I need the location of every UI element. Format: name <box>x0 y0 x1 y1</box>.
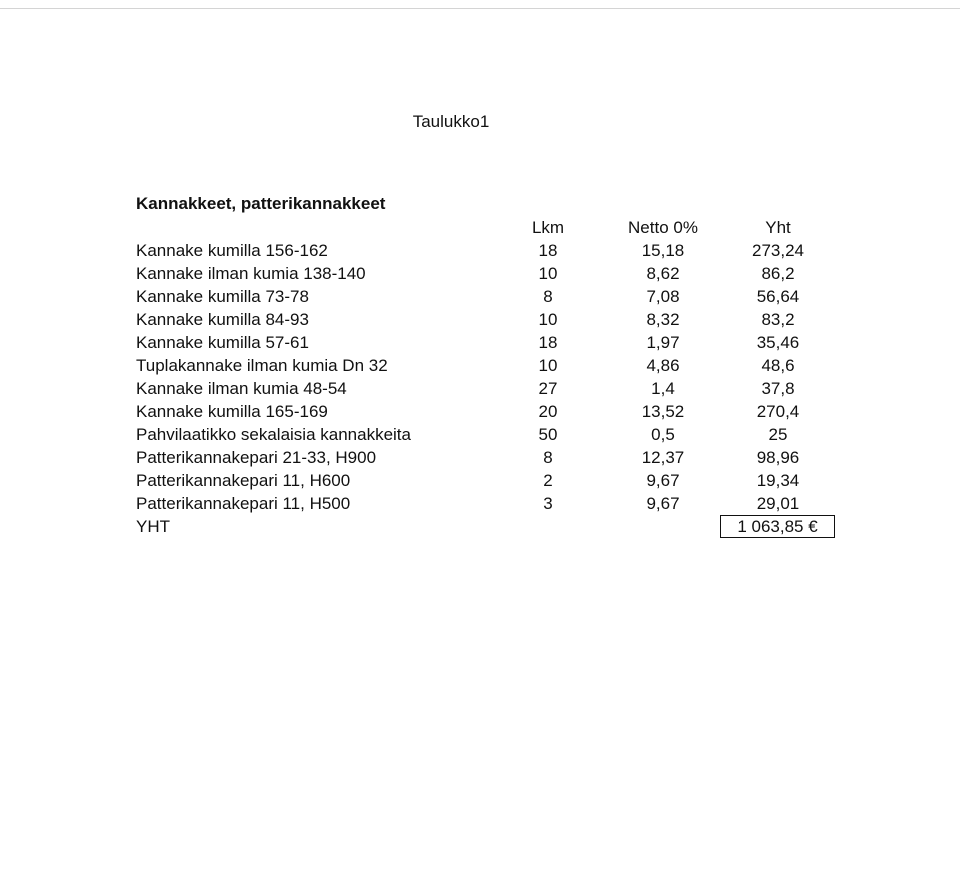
page-top-border <box>0 8 960 9</box>
table-row <box>136 377 836 400</box>
table-row <box>136 308 836 331</box>
row-name: Kannake kumilla 73-78 <box>136 287 309 306</box>
row-net: 15,18 <box>641 241 685 260</box>
row-total: 37,8 <box>761 379 795 398</box>
row-net: 13,52 <box>641 402 685 421</box>
row-total: 25 <box>768 425 788 444</box>
table-row <box>136 400 836 423</box>
row-total: 56,64 <box>756 287 800 306</box>
row-name: Kannake kumilla 84-93 <box>136 310 309 329</box>
row-name: Kannake ilman kumia 138-140 <box>136 264 366 283</box>
table-row <box>136 331 836 354</box>
row-qty: 50 <box>538 425 558 444</box>
row-net: 7,08 <box>646 287 680 306</box>
row-total: 29,01 <box>756 494 800 513</box>
row-name: Tuplakannake ilman kumia Dn 32 <box>136 356 388 375</box>
row-qty: 10 <box>538 310 558 329</box>
table-row <box>136 423 836 446</box>
column-header-qty: Lkm <box>531 218 565 237</box>
row-qty: 18 <box>538 333 558 352</box>
column-header-total: Yht <box>765 218 791 237</box>
row-total: 98,96 <box>756 448 800 467</box>
row-net: 8,62 <box>646 264 680 283</box>
row-qty: 2 <box>543 471 553 490</box>
row-total: 19,34 <box>756 471 800 490</box>
row-net: 4,86 <box>646 356 680 375</box>
price-table <box>136 216 836 538</box>
row-qty: 20 <box>538 402 558 421</box>
row-qty: 10 <box>538 356 558 375</box>
column-header-net: Netto 0% <box>628 218 698 237</box>
row-total: 273,24 <box>752 241 804 260</box>
section-heading: Kannakkeet, patterikannakkeet <box>136 194 386 213</box>
row-name: Patterikannakepari 11, H600 <box>136 471 351 490</box>
row-total: 86,2 <box>761 264 795 283</box>
row-qty: 18 <box>538 241 558 260</box>
row-net: 9,67 <box>646 471 680 490</box>
row-qty: 10 <box>538 264 558 283</box>
row-total: 48,6 <box>761 356 795 375</box>
row-qty: 27 <box>538 379 558 398</box>
row-net: 1,4 <box>651 379 675 398</box>
table-row <box>136 446 836 469</box>
row-name: Kannake kumilla 57-61 <box>136 333 309 352</box>
table-row <box>136 239 836 262</box>
row-name: Kannake kumilla 165-169 <box>136 402 328 421</box>
sheet-title: Taulukko1 <box>412 112 490 131</box>
row-name: Patterikannakepari 21-33, H900 <box>136 448 377 467</box>
row-name: Patterikannakepari 11, H500 <box>136 494 351 513</box>
row-name: Kannake kumilla 156-162 <box>136 241 328 260</box>
row-total: 83,2 <box>761 310 795 329</box>
row-net: 9,67 <box>646 494 680 513</box>
row-qty: 8 <box>543 448 553 467</box>
table-row <box>136 285 836 308</box>
row-net: 1,97 <box>646 333 680 352</box>
grand-total-cell: 1 063,85 € <box>720 515 835 538</box>
table-row <box>136 469 836 492</box>
row-name: Pahvilaatikko sekalaisia kannakkeita <box>136 425 411 444</box>
row-qty: 8 <box>543 287 553 306</box>
row-total: 35,46 <box>756 333 800 352</box>
table-row <box>136 354 836 377</box>
row-net: 12,37 <box>641 448 685 467</box>
row-total: 270,4 <box>756 402 800 421</box>
table-row <box>136 492 836 515</box>
table-header-row <box>136 216 836 239</box>
row-name: Kannake ilman kumia 48-54 <box>136 379 347 398</box>
row-net: 8,32 <box>646 310 680 329</box>
row-net: 0,5 <box>651 425 675 444</box>
row-qty: 3 <box>543 494 553 513</box>
summary-label: YHT <box>136 517 170 536</box>
table-row <box>136 262 836 285</box>
summary-row <box>136 515 836 538</box>
